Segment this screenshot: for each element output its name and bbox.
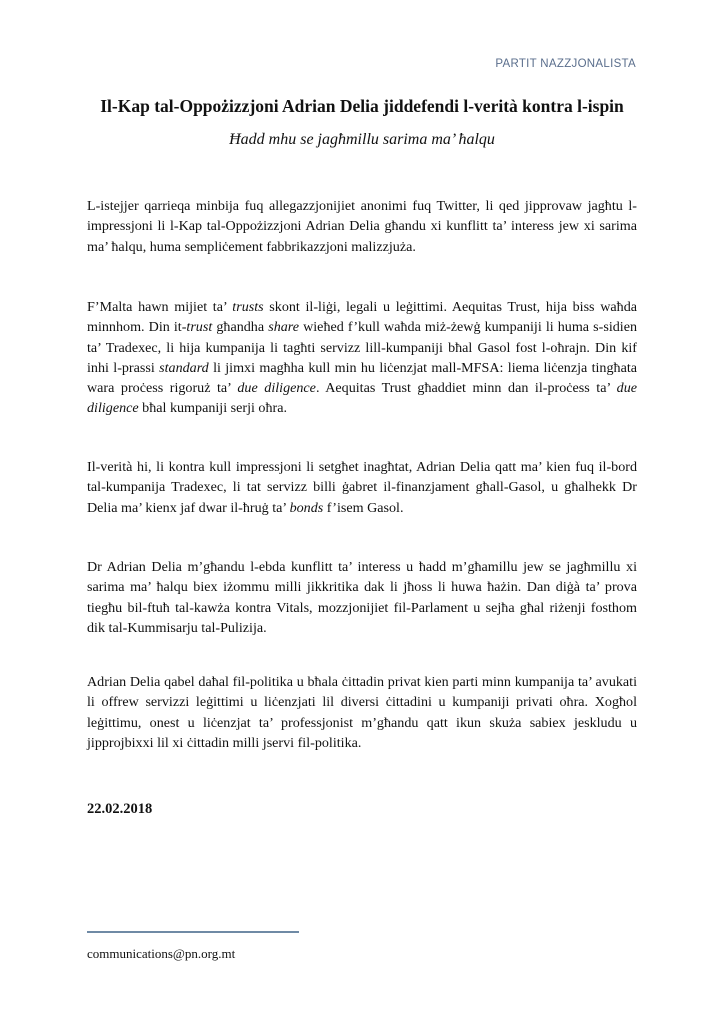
footer-email-link[interactable]: communications@pn.org.mt	[87, 946, 236, 961]
paragraph-text: . Aequitas Trust għaddiet minn dan il-proċess ta’	[315, 380, 617, 397]
paragraph-text: Adrian Delia qabel daħal fil-politika u bħala ċittadin privat kien parti minn kumpanija ta’ avukati li offrew servizzi leġittimi u liċenzjati lil diversi ċittadini u kumpaniji privati oħra. Xogħol leġittimu, onest u liċenzjat ta’ professjonist m’għandu qatt ikun skuża sabiex jeskludu u jipprojbixxi lil xi ċittadin milli jservi fil-politika.	[87, 674, 637, 751]
paragraph-text: wieħed f’kull waħda miż-żewġ kumpaniji li huma s-sidien ta’ Tradexec, li hija kumpanija li tagħti servizz lill-kumpaniji bħal Gasol fost l-oħrajn. Din kif inhi l-prassi	[87, 319, 638, 376]
paragraph-2	[87, 297, 637, 419]
paragraph-text: Il-verità hi, li kontra kull impressjoni li setgħet inagħtat, Adrian Delia qatt ma’ kien fuq il-bord tal-kumpanija Tradexec, li tat servizz billi ġabret il-finanzjament għall-Gasol, u għalhekk Dr Delia ma’ kienx jaf dwar il-ħruġ ta’	[87, 459, 637, 516]
italic-term: trust	[186, 319, 213, 336]
paragraph-text: F’Malta hawn mijiet ta’	[87, 299, 233, 315]
paragraph-text: f’isem Gasol.	[323, 499, 404, 516]
paragraph-4	[87, 557, 637, 638]
italic-term: share	[268, 319, 299, 336]
italic-term: due diligence	[87, 380, 638, 417]
organization-header: PARTIT NAZZJONALISTA	[495, 58, 636, 70]
paragraph-text: li jimxi magħha kull min hu liċenzjat mall-MFSA: liema liċenzja tingħata wara proċess rigoruż ta’	[87, 359, 638, 397]
italic-term: due diligence	[237, 380, 316, 397]
document-title: Il-Kap tal-Oppożizzjoni Adrian Delia jiddefendi l-verità kontra l-ispin	[100, 96, 624, 116]
paragraph-5	[87, 672, 637, 753]
paragraph-text: bħal kumpaniji serji oħra.	[138, 400, 287, 417]
paragraph-text: għandha	[212, 319, 269, 336]
document-date: 22.02.2018	[87, 801, 153, 817]
italic-term: trusts	[232, 299, 264, 315]
document-subtitle: Ħadd mhu se jagħmillu sarima ma’ ħalqu	[229, 131, 495, 148]
paragraph-text: skont il-liġi, legali u leġittimi. Aequitas Trust, hija biss waħda minnhom. Din it-	[87, 299, 637, 336]
italic-term: standard	[159, 359, 209, 376]
paragraph-1	[87, 196, 637, 257]
paragraph-text: L-istejjer qarrieqa minbija fuq allegazzjonijiet anonimi fuq Twitter, li qed jipprovaw jagħtu l-impressjoni li l-Kap tal-Oppożizzjoni Adrian Delia għandu xi kunflitt ta’ interess jew xi sarima ma’ ħalqu, huma sempliċement fabbrikazzjoni malizzjuża.	[87, 198, 637, 255]
footer-divider	[87, 931, 299, 933]
paragraph-text: Dr Adrian Delia m’għandu l-ebda kunflitt ta’ interess u ħadd m’għamillu jew se jagħmillu xi sarima ma’ ħalqu biex iżommu milli jikkritika dak li jħoss li huwa ħażin. Dan diġà ta’ prova tiegħu bil-ftuħ tal-kawża kontra Vitals, mozzjonijiet fil-Parlament u sejħa għal riżenji fosthom dik tal-Kummisarju tal-Pulizija.	[87, 559, 637, 636]
paragraph-3	[87, 457, 637, 518]
italic-term: bonds	[289, 499, 324, 516]
